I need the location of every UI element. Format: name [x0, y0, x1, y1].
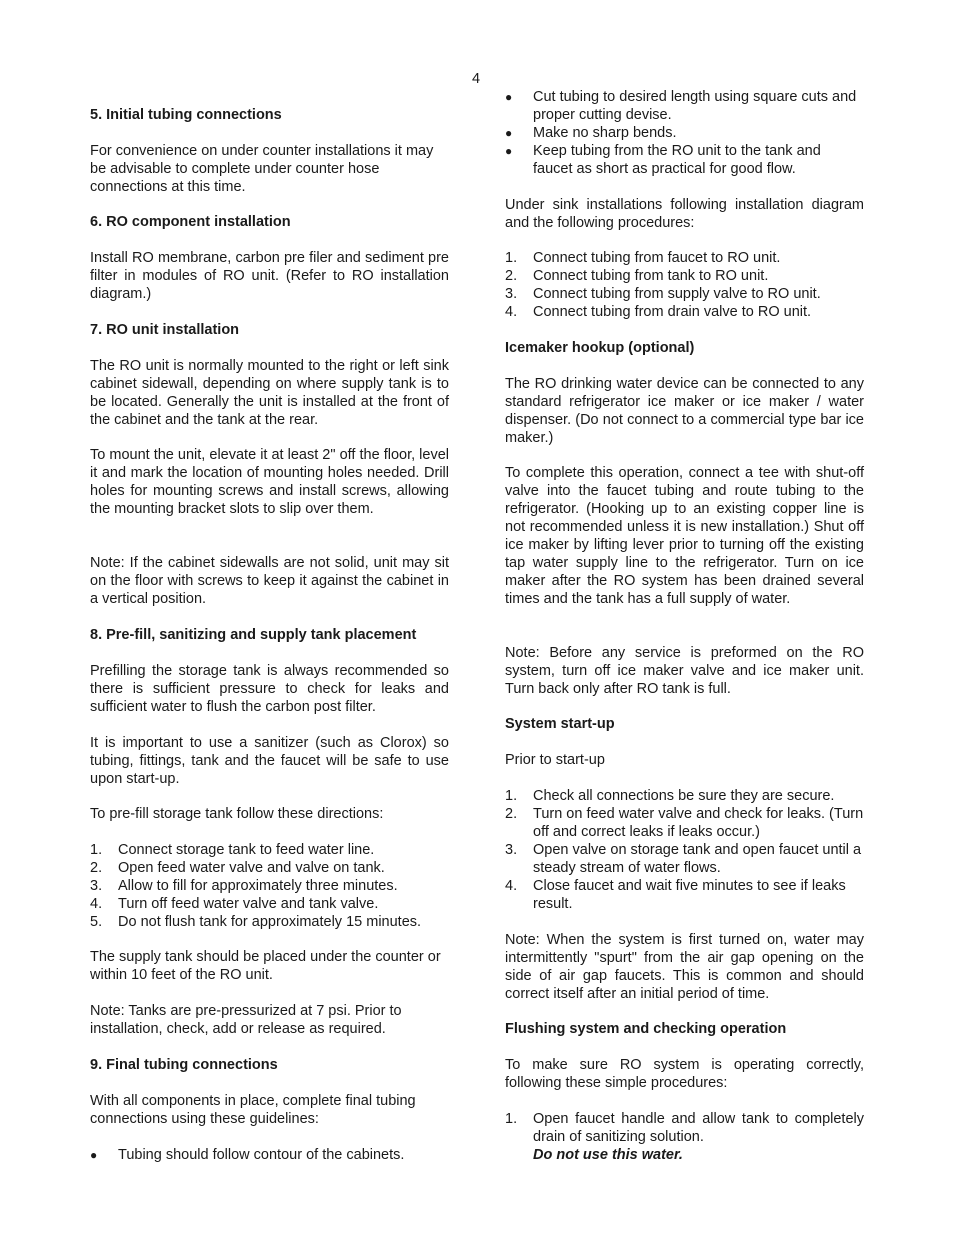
section-8-paragraph-1: Prefilling the storage tank is always recommended so there is sufficient pressure to check for leaks and sufficient water to flush the carbon post filter. [90, 663, 449, 715]
icemaker-heading: Icemaker hookup (optional) [505, 340, 695, 356]
flushing-paragraph: To make sure RO system is operating correctly, following these simple procedures: [505, 1057, 864, 1091]
section-8-paragraph-2: It is important to use a sanitizer (such as Clorox) so tubing, fittings, tank and the faucet will be safe to use upon start-up. [90, 735, 449, 787]
warning-text: Do not use this water. [533, 1147, 683, 1163]
section-8-note: Note: Tanks are pre-pressurized at 7 psi. Prior to installation, check, add or release as required. [90, 1003, 402, 1037]
section-8-paragraph-3: To pre-fill storage tank follow these directions: [90, 806, 384, 822]
startup-note: Note: When the system is first turned on, water may intermittently "spurt" from the air gap opening on the side of air gap faucets. This is common and should correct itself after an initial period of time. [505, 932, 864, 1002]
bullet-icon: ● [505, 90, 513, 104]
bullet-item [505, 124, 864, 142]
page-number: 4 [472, 71, 481, 87]
section-5-paragraph: For convenience on under counter installations it may be advisable to complete under counter hose connections at this time. [90, 143, 434, 195]
section-8-list [90, 841, 449, 931]
bullet-text: Cut tubing to desired length using square cuts and proper cutting devise. [533, 89, 857, 123]
list-text: Turn on feed water valve and check for leaks. (Turn off and correct leaks if leaks occur.) [533, 806, 864, 840]
bullet-item [505, 88, 864, 124]
list-text: Open valve on storage tank and open faucet until a steady stream of water flows. [533, 842, 862, 876]
bullet-icon: ● [505, 144, 513, 158]
bullet-item [505, 142, 864, 178]
list-item [505, 303, 864, 321]
list-item [505, 805, 864, 841]
list-text: Open faucet handle and allow tank to completely drain of sanitizing solution. [533, 1111, 864, 1145]
under-sink-list [505, 249, 864, 321]
bullet-icon: ● [505, 126, 513, 140]
list-number: 3. [90, 878, 103, 894]
section-8-heading: 8. Pre-fill, sanitizing and supply tank placement [90, 627, 417, 643]
list-item [505, 249, 864, 267]
list-item [90, 859, 449, 877]
bullet-text: Keep tubing from the RO unit to the tank and faucet as short as practical for good flow. [533, 143, 821, 177]
list-number: 4. [90, 896, 103, 912]
flushing-list-item [505, 1110, 864, 1164]
section-6-paragraph: Install RO membrane, carbon pre filer and sediment pre filter in modules of RO unit. (Refer to RO installation diagram.) [90, 250, 449, 302]
icemaker-note: Note: Before any service is preformed on the RO system, turn off ice maker valve and ice maker unit. Turn back only after RO tank is full. [505, 645, 864, 697]
list-text: Do not flush tank for approximately 15 minutes. [118, 914, 422, 930]
startup-paragraph: Prior to start-up [505, 752, 605, 768]
list-number: 3. [505, 842, 518, 858]
list-text: Close faucet and wait five minutes to see if leaks result. [533, 878, 846, 912]
list-item [90, 913, 449, 931]
startup-heading: System start-up [505, 716, 615, 732]
list-number: 1. [505, 250, 518, 266]
list-number: 1. [505, 1111, 518, 1127]
list-item [90, 877, 449, 895]
list-number: 1. [90, 842, 103, 858]
list-item [90, 895, 449, 913]
list-number: 3. [505, 286, 518, 302]
list-number: 1. [505, 788, 518, 804]
section-5-heading: 5. Initial tubing connections [90, 107, 282, 123]
list-text: Connect tubing from faucet to RO unit. [533, 250, 781, 266]
bullet-list [505, 88, 864, 178]
section-7-note: Note: If the cabinet sidewalls are not solid, unit may sit on the floor with screws to keep it against the cabinet in a vertical position. [90, 555, 449, 607]
bullet-item [90, 1146, 449, 1164]
list-text: Connect tubing from supply valve to RO unit. [533, 286, 821, 302]
list-item [505, 787, 864, 805]
list-item [505, 267, 864, 285]
list-text: Connect storage tank to feed water line. [118, 842, 375, 858]
list-text: Turn off feed water valve and tank valve. [118, 896, 379, 912]
list-number: 2. [505, 806, 518, 822]
list-text: Allow to fill for approximately three minutes. [118, 878, 398, 894]
list-item [505, 285, 864, 303]
icemaker-paragraph-1: The RO drinking water device can be connected to any standard refrigerator ice maker or ice maker / water dispenser. (Do not connect to a commercial type bar ice maker.) [505, 376, 864, 446]
list-item [505, 841, 864, 877]
flushing-heading: Flushing system and checking operation [505, 1021, 787, 1037]
section-7-paragraph-2: To mount the unit, elevate it at least 2" off the floor, level it and mark the location of mounting holes needed. Drill holes for mounting screws and install screws, allowing the mounting bracket slots to slip over them. [90, 447, 449, 517]
list-text: Check all connections be sure they are secure. [533, 788, 835, 804]
list-number: 2. [505, 268, 518, 284]
list-number: 2. [90, 860, 103, 876]
under-sink-paragraph: Under sink installations following installation diagram and the following procedures: [505, 197, 864, 231]
section-9-paragraph: With all components in place, complete final tubing connections using these guidelines: [90, 1093, 416, 1127]
list-text: Connect tubing from drain valve to RO unit. [533, 304, 812, 320]
bullet-text: Make no sharp bends. [533, 125, 677, 141]
list-item [90, 841, 449, 859]
list-text: Open feed water valve and valve on tank. [118, 860, 385, 876]
startup-list [505, 787, 864, 913]
bullet-text: Tubing should follow contour of the cabinets. [118, 1147, 405, 1163]
list-number: 4. [505, 878, 518, 894]
list-number: 4. [505, 304, 518, 320]
icemaker-paragraph-2: To complete this operation, connect a tee with shut-off valve into the faucet tubing and route tubing to the refrigerator. (Hooking up to an existing copper line is not recommended unless it is new installation.) Shut off ice maker by lifting lever prior to turning off the existing tap water supply line to the refrigerator. Turn on ice maker after the RO system has been drained several times and the tank has a full supply of water. [505, 465, 864, 607]
list-text: Connect tubing from tank to RO unit. [533, 268, 769, 284]
section-7-heading: 7. RO unit installation [90, 322, 240, 338]
section-7-paragraph-1: The RO unit is normally mounted to the right or left sink cabinet sidewall, depending on where supply tank is to be located. Generally the unit is installed at the front of the cabinet and the tank at the rear. [90, 358, 449, 428]
section-6-heading: 6. RO component installation [90, 214, 291, 230]
section-9-heading: 9. Final tubing connections [90, 1057, 278, 1073]
list-number: 5. [90, 914, 103, 930]
list-item [505, 877, 864, 913]
bullet-icon: ● [90, 1148, 98, 1162]
section-8-paragraph-4: The supply tank should be placed under the counter or within 10 feet of the RO unit. [90, 949, 441, 983]
